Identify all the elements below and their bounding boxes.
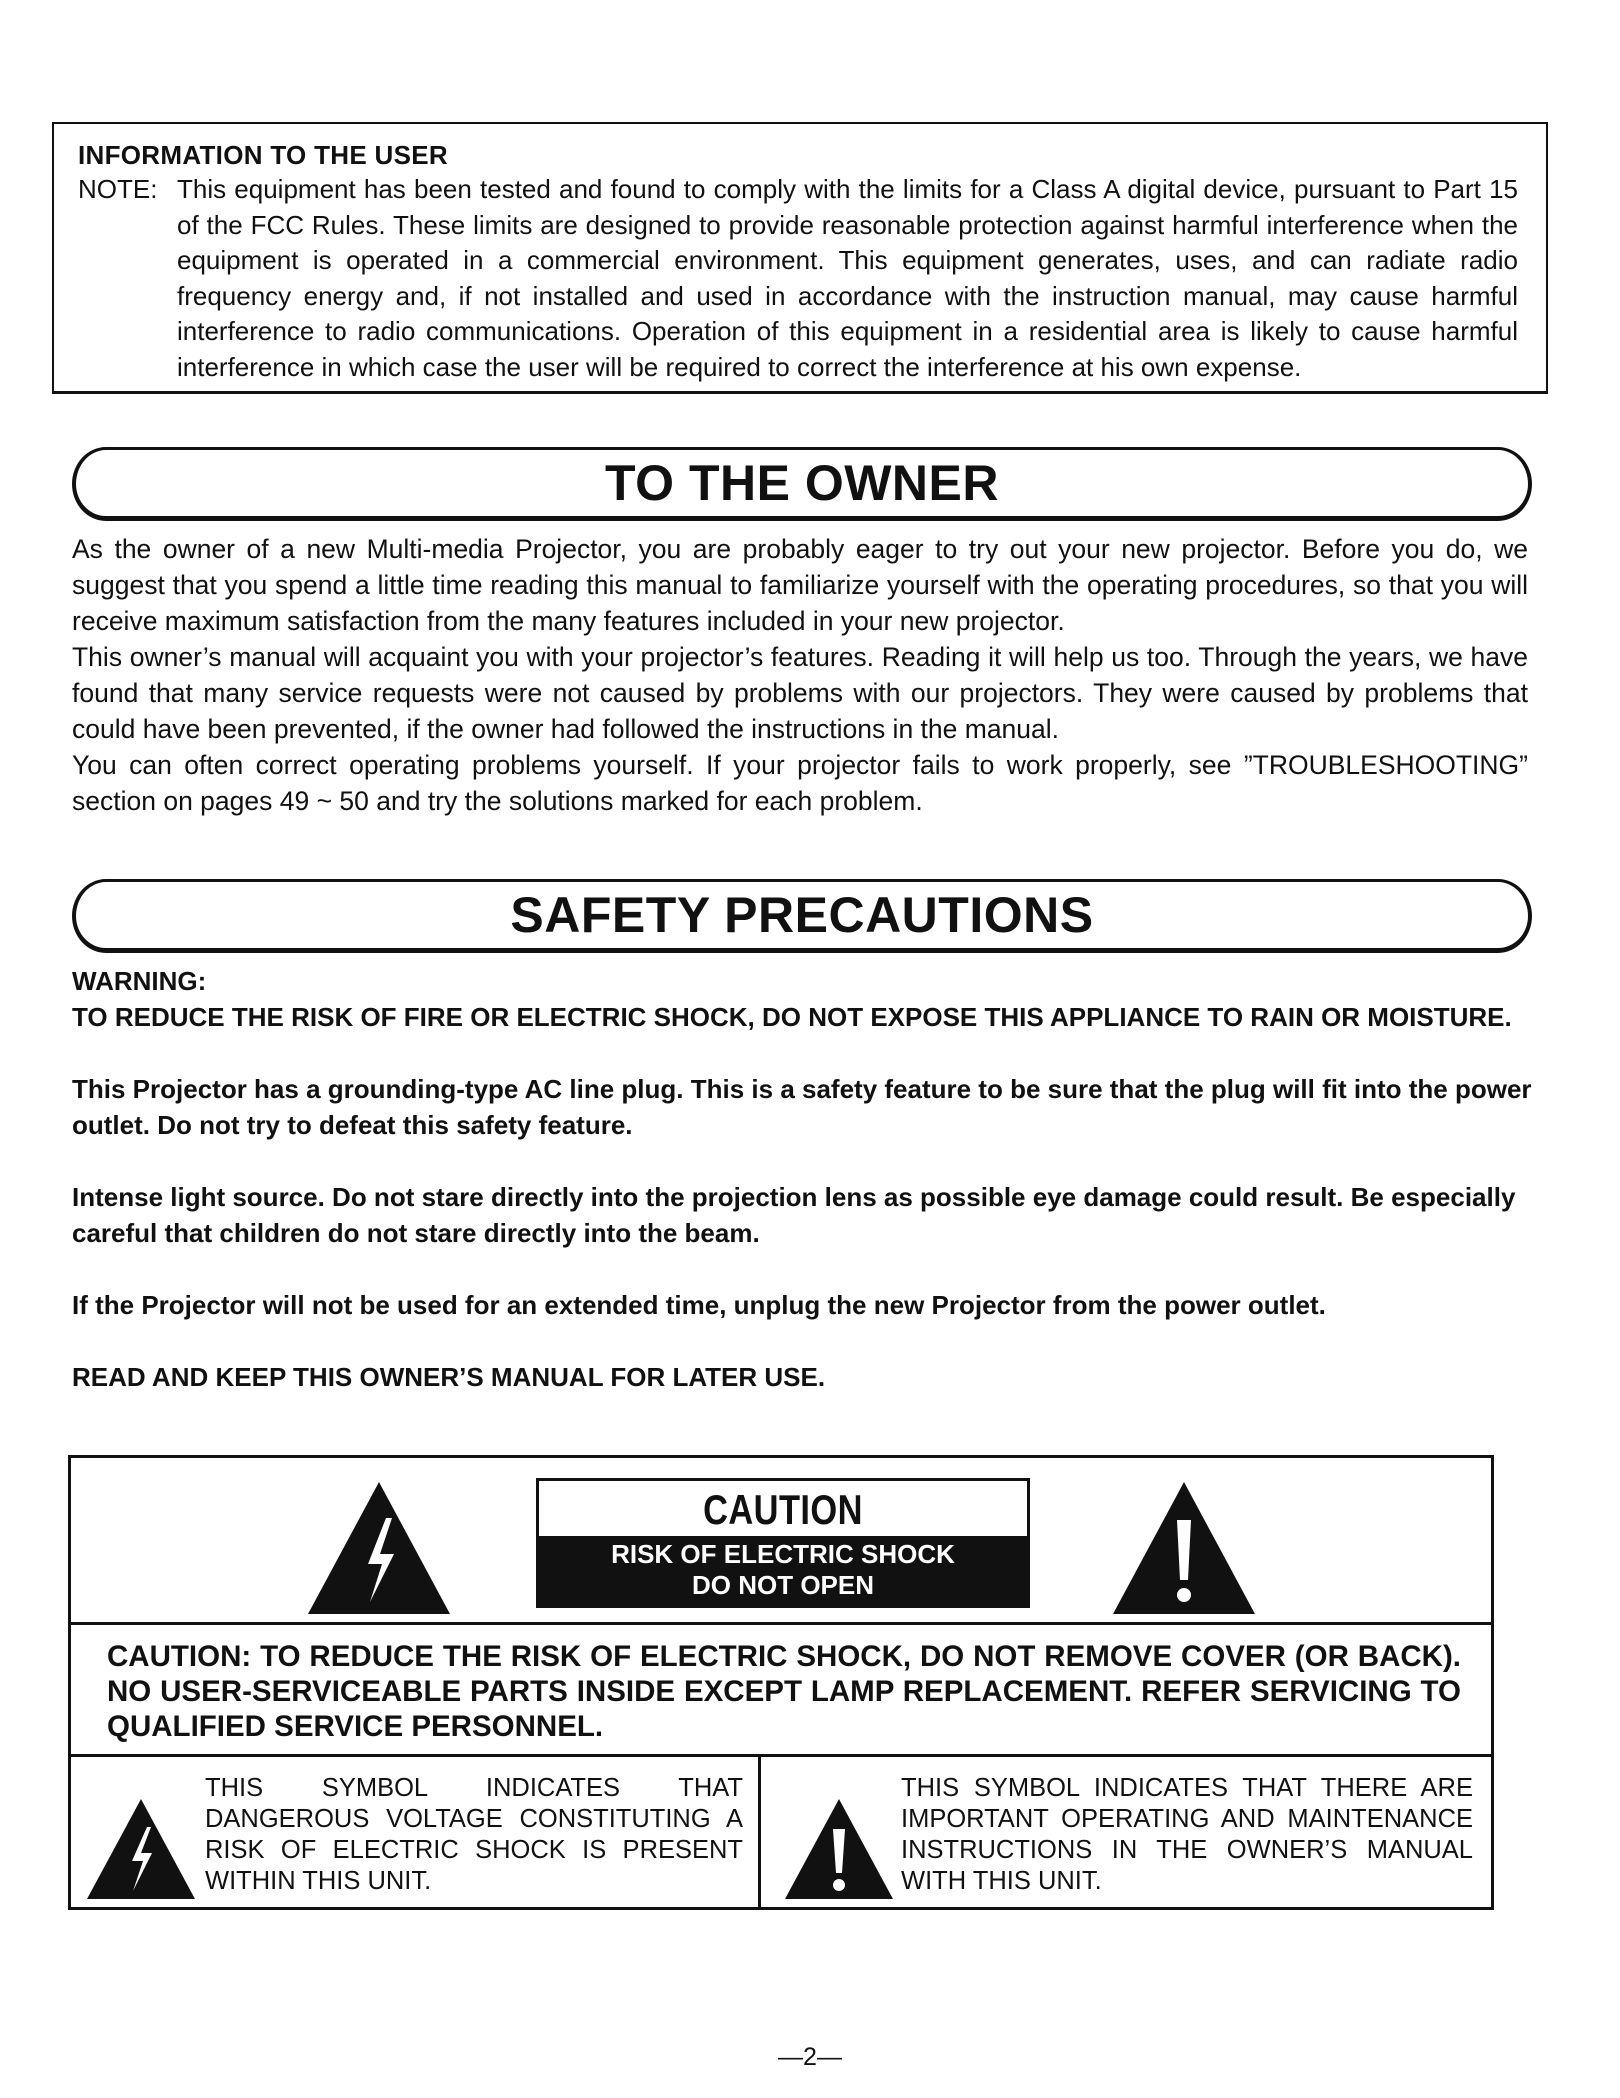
owner-paragraph: You can often correct operating problems yourself. If your projector fails to work properly, see ”TROUBLESHOOTING” section on pages 49 ~ 50 and try the solutions marked for each problem. [72, 750, 1528, 816]
caution-word: CAUTION [703, 1486, 863, 1533]
owner-section [72, 531, 1528, 819]
caution-line-2: DO NOT OPEN [691, 1570, 874, 1600]
lightning-warning-icon [85, 1797, 197, 1901]
note-label: NOTE: [78, 174, 158, 204]
lightning-symbol-explanation [71, 1757, 761, 1907]
caution-statement: CAUTION: TO REDUCE THE RISK OF ELECTRIC SHOCK, DO NOT REMOVE COVER (OR BACK). NO USER-SERVICEABLE PARTS INSIDE EXCEPT LAMP REPLACEMENT. REFER SERVICING TO QUALIFIED SERVICE PERSONNEL. [71, 1625, 1491, 1757]
lightning-symbol-text: THIS SYMBOL INDICATES THAT DANGEROUS VOLTAGE CONSTITUTING A RISK OF ELECTRIC SHOCK IS PRESENT WITHIN THIS UNIT. [205, 1774, 743, 1895]
warning-label: WARNING: [72, 966, 207, 996]
exclamation-warning-icon [783, 1797, 895, 1901]
safety-paragraph: This Projector has a grounding-type AC line plug. This is a safety feature to be sure that the plug will fit into the power outlet. Do not try to defeat this safety feature. [72, 1074, 1532, 1140]
exclamation-warning-icon [1111, 1480, 1257, 1616]
exclamation-symbol-explanation [761, 1757, 1491, 1907]
caution-symbols-row [71, 1458, 1491, 1625]
symbol-explanations [71, 1757, 1491, 1907]
to-the-owner-banner [72, 447, 1532, 521]
information-to-user-box [52, 122, 1548, 394]
safety-heading: SAFETY PRECAUTIONS [510, 887, 1094, 943]
owner-paragraph: This owner’s manual will acquaint you with your projector’s features. Reading it will help us too. Through the years, we have found that many service requests were not caused by problems with our projectors. They were caused by problems that could have been prevented, if the owner had followed the instructions in the manual. [72, 642, 1528, 744]
caution-panel [68, 1455, 1494, 1910]
safety-paragraph: Intense light source. Do not stare directly into the projection lens as possible eye damage could result. Be especially careful that children do not stare directly into the beam. [72, 1182, 1516, 1248]
warning-text: TO REDUCE THE RISK OF FIRE OR ELECTRIC SHOCK, DO NOT EXPOSE THIS APPLIANCE TO RAIN OR MOISTURE. [72, 1002, 1512, 1032]
caution-label [536, 1478, 1030, 1608]
owner-paragraph: As the owner of a new Multi-media Projector, you are probably eager to try out your new projector. Before you do, we suggest that you spend a little time reading this manual to familiarize yourself with the operating procedures, so that you will receive maximum satisfaction from the many features included in your new projector. [72, 534, 1528, 636]
safety-paragraph: If the Projector will not be used for an extended time, unplug the new Projector from the power outlet. [72, 1290, 1326, 1320]
page-number: —2— [778, 2043, 842, 2071]
safety-section [72, 963, 1532, 1431]
lightning-warning-icon [306, 1480, 452, 1616]
exclamation-symbol-text: THIS SYMBOL INDICATES THAT THERE ARE IMPORTANT OPERATING AND MAINTENANCE INSTRUCTIONS IN THE OWNER’S MANUAL WITH THIS UNIT. [901, 1774, 1473, 1895]
note-text: This equipment has been tested and found to comply with the limits for a Class A digital device, pursuant to Part 15 of the FCC Rules. These limits are designed to provide reasonable protection against harmful interference when the equipment is operated in a commercial environment. This equipment generates, uses, and can radiate radio frequency energy and, if not installed and used in accordance with the instruction manual, may cause harmful interference to radio communications. Operation of this equipment in a residential area is likely to cause harmful interference in which case the user will be required to correct the interference at his own expense. [177, 174, 1518, 382]
safety-paragraph: READ AND KEEP THIS OWNER’S MANUAL FOR LATER USE. [72, 1362, 826, 1392]
caution-shock-warning [539, 1536, 1027, 1605]
owner-heading: TO THE OWNER [605, 455, 999, 511]
fcc-note [78, 172, 1526, 385]
caution-line-1: RISK OF ELECTRIC SHOCK [611, 1539, 955, 1569]
information-title: INFORMATION TO THE USER [78, 140, 448, 170]
safety-precautions-banner [72, 879, 1532, 953]
